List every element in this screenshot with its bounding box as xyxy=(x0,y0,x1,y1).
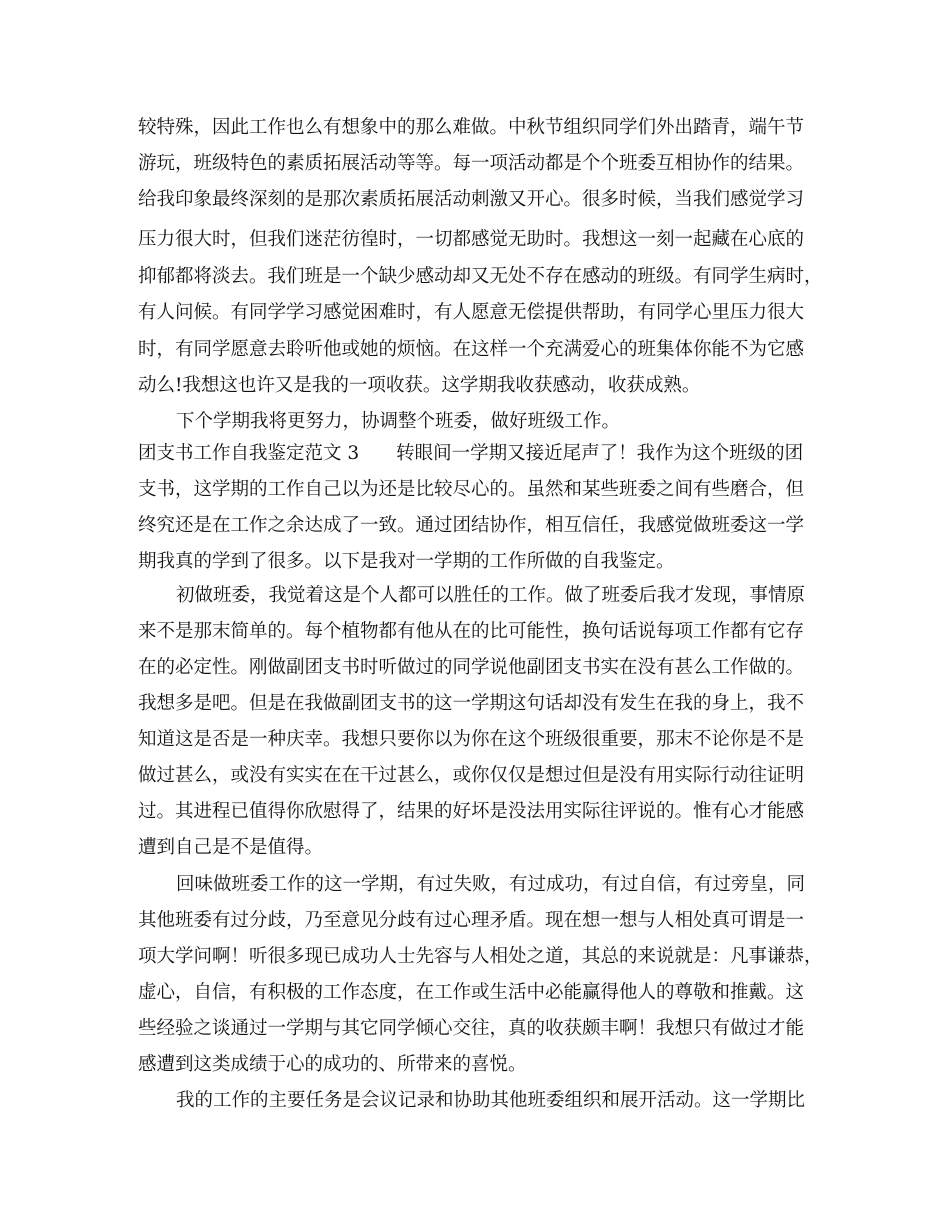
text-line: 时，有同学愿意去聆听他或她的烦恼。在这样一个充满爱心的班集体你能不为它感 xyxy=(138,339,805,360)
text-line: 回味做班委工作的这一学期，有过失败，有过成功，有过自信，有过旁皇，同 xyxy=(176,874,806,895)
text-line: 项大学问啊！听很多现已成功人士先容与人相处之道，其总的来说就是：凡事谦恭， xyxy=(138,946,823,967)
text-line: 知道这是否是一种庆幸。我想只要你以为你在这个班级很重要，那末不论你是不是 xyxy=(138,729,805,750)
text-line: 有人问候。有同学学习感觉困难时，有人愿意无偿提供帮助，有同学心里压力很大 xyxy=(138,302,805,323)
text-line: 过。其进程已值得你欣慰得了，结果的好坏是没法用实际往评说的。惟有心才能感 xyxy=(138,801,805,822)
text-line: 做过甚么，或没有实实在在干过甚么，或你仅仅是想过但是没有用实际行动往证明 xyxy=(138,765,805,786)
text-line: 其他班委有过分歧，乃至意见分歧有过心理矛盾。现在想一想与人相处真可谓是一 xyxy=(138,910,805,931)
text-line: 我的工作的主要任务是会议记录和协助其他班委组织和展开活动。这一学期比 xyxy=(176,1090,806,1111)
text-line: 支书，这学期的工作自己以为还是比较尽心的。虽然和某些班委之间有些磨合，但 xyxy=(138,479,805,500)
text-line: 些经验之谈通过一学期与其它同学倾心交往，真的收获颇丰啊！我想只有做过才能 xyxy=(138,1018,805,1039)
text-line: 虚心，自信，有积极的工作态度，在工作或生活中必能赢得他人的尊敬和推戴。这 xyxy=(138,982,805,1003)
text-line: 下个学期我将更努力，协调整个班委，做好班级工作。 xyxy=(176,411,621,432)
text-line: 给我印象最终深刻的是那次素质拓展活动刺激又开心。很多时候，当我们感觉学习 xyxy=(138,189,805,210)
text-line: 游玩，班级特色的素质拓展活动等等。每一项活动都是个个班委互相协作的结果。 xyxy=(138,153,805,174)
text-line: 我想多是吧。但是在我做副团支书的这一学期这句话却没有发生在我的身上，我不 xyxy=(138,693,805,714)
text-line: 抑郁都将淡去。我们班是一个缺少感动却又无处不存在感动的班级。有同学生病时， xyxy=(138,266,823,287)
text-line: 感遭到这类成绩于心的成功的、所带来的喜悦。 xyxy=(138,1054,527,1075)
text-line: 来不是那末简单的。每个植物都有他从在的比可能性，换句话说每项工作都有它存 xyxy=(138,621,805,642)
text-line: 在的必定性。刚做副团支书时听做过的同学说他副团支书实在没有甚么工作做的。 xyxy=(138,657,805,678)
text-line: 较特殊，因此工作也么有想象中的那么难做。中秋节组织同学们外出踏青，端午节 xyxy=(138,117,805,138)
text-line: 遭到自己是不是值得。 xyxy=(138,837,324,858)
text-line: 期我真的学到了很多。以下是我对一学期的工作所做的自我鉴定。 xyxy=(138,551,675,572)
text-line: 终究还是在工作之余达成了一致。通过团结协作，相互信任，我感觉做班委这一学 xyxy=(138,515,805,536)
text-line: 压力很大时，但我们迷茫彷徨时，一切都感觉无助时。我想这一刻一起藏在心底的 xyxy=(138,229,805,250)
text-line: 初做班委，我觉着这是个人都可以胜任的工作。做了班委后我才发现，事情原 xyxy=(176,585,806,606)
text-line: 动么!我想这也许又是我的一项收获。这学期我收获感动，收获成熟。 xyxy=(138,375,701,396)
section-heading-line: 团支书工作自我鉴定范文 3 转眼间一学期又接近尾声了！我作为这个班级的团 xyxy=(138,443,804,464)
